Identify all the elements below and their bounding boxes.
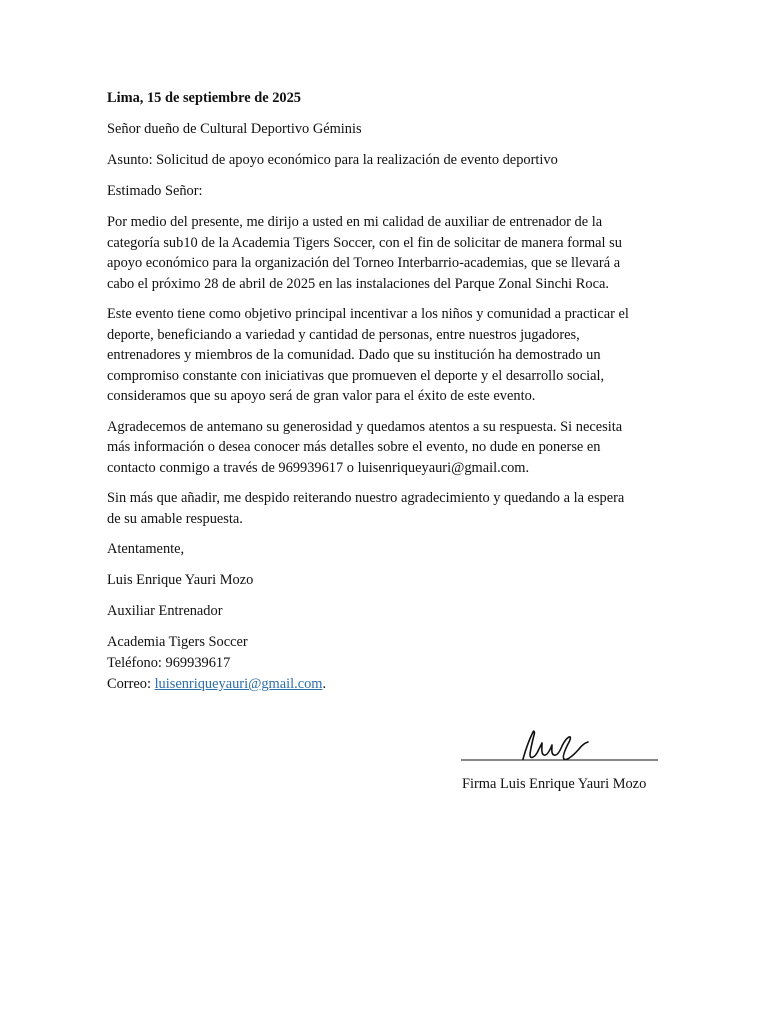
paragraph-line: cabo el próximo 28 de abril de 2025 en las instalaciones del Parque Zonal Sinchi Roca. [107,275,609,292]
recipient-line: Señor dueño de Cultural Deportivo Géminis [107,121,362,137]
email-suffix: . [322,676,327,692]
email-label: Correo: [107,676,155,692]
contact-block [107,632,663,695]
paragraph-line: apoyo económico para la organización del Torneo Interbarrio-academias, que se llevará a [107,255,621,271]
sender-name: Luis Enrique Yauri Mozo [107,572,254,588]
signature-stroke [523,731,588,759]
paragraph-4 [107,488,663,529]
paragraph-1 [107,212,663,294]
salutation: Estimado Señor: [107,183,203,199]
paragraph-line: categoría sub10 de la Academia Tigers Soccer, con el fin de solicitar de manera formal su [107,234,622,251]
signature-caption: Firma Luis Enrique Yauri Mozo [462,776,647,792]
paragraph-line: deporte, beneficiando a variedad y cantidad de personas, entre nuestros jugadores, [107,326,580,343]
sender-role: Auxiliar Entrenador [107,603,223,619]
paragraph-2 [107,304,663,407]
paragraph-line: compromiso constante con iniciativas que promueven el deporte y el desarrollo social, [107,367,605,384]
paragraph-line: Agradecemos de antemano su generosidad y quedamos atentos a su respuesta. Si necesita [107,418,623,435]
organization-name: Academia Tigers Soccer [107,634,248,650]
email-line [107,674,663,695]
closing: Atentamente, [107,541,185,557]
paragraph-line: contacto conmigo a través de 969939617 o luisenriqueyauri@gmail.com. [107,459,530,476]
paragraph-line: Sin más que añadir, me despido reiterando nuestro agradecimiento y quedando a la espera [107,490,625,506]
paragraph-line: más información o desea conocer más detalles sobre el evento, no dude en ponerse en [107,439,601,455]
paragraph-3 [107,417,663,479]
phone-line: Teléfono: 969939617 [107,655,231,671]
paragraph-line: de su amable respuesta. [107,510,243,527]
handwritten-signature [461,724,659,764]
letter-body [107,88,663,695]
paragraph-line: Este evento tiene como objetivo principal incentivar a los niños y comunidad a practicar el [107,306,629,322]
paragraph-line: consideramos que su apoyo será de gran valor para el éxito de este evento. [107,388,536,404]
date-line: Lima, 15 de septiembre de 2025 [107,90,301,106]
paragraph-line: entrenadores y miembros de la comunidad. Dado que su institución ha demostrado un [107,347,601,363]
email-link[interactable]: luisenriqueyauri@gmail.com [154,676,323,692]
paragraph-line: Por medio del presente, me dirijo a usted en mi calidad de auxiliar de entrenador de la [107,214,603,230]
subject-line: Asunto: Solicitud de apoyo económico para la realización de evento deportivo [107,152,558,168]
